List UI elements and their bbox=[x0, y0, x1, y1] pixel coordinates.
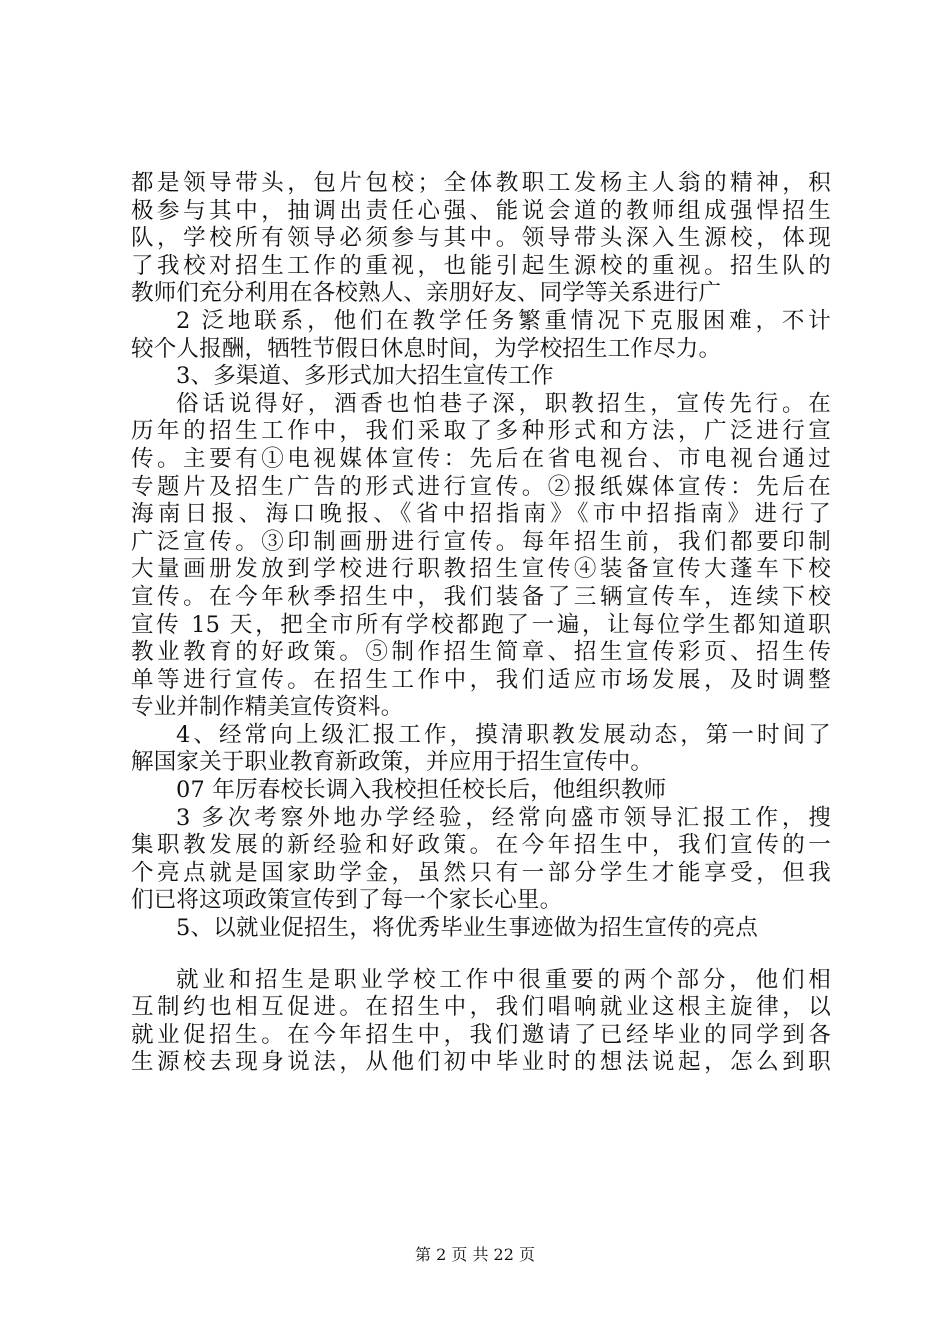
text-line: 教业教育的好政策。⑤制作招生简章、招生宣传彩页、招生传 bbox=[131, 639, 831, 666]
text-line: 教师们充分利用在各校熟人、亲朋好友、同学等关系进行广 bbox=[131, 280, 722, 307]
paragraph bbox=[131, 363, 831, 391]
text-line: 宣传 15 天，把全市所有学校都跑了一遍，让每位学生都知道职 bbox=[131, 611, 831, 638]
text-line: 5、以就业促招生，将优秀毕业生事迹做为招生宣传的亮点 bbox=[176, 915, 759, 942]
text-line: 个亮点就是国家助学金，虽然只有一部分学生才能享受，但我 bbox=[131, 859, 831, 886]
paragraph bbox=[131, 722, 831, 777]
text-line: 队，学校所有领导必须参与其中。领导带头深入生源校，体现 bbox=[131, 225, 831, 252]
paragraph bbox=[131, 308, 831, 363]
paragraph bbox=[131, 915, 831, 943]
text-line: 传。主要有①电视媒体宣传：先后在省电视台、市电视台通过 bbox=[131, 445, 831, 472]
text-line: 集职教发展的新经验和好政策。在今年招生中，我们宣传的一 bbox=[131, 832, 831, 859]
text-line: 专题片及招生广告的形式进行宣传。②报纸媒体宣传：先后在 bbox=[131, 473, 831, 500]
paragraph bbox=[131, 967, 831, 1077]
text-line: 3、多渠道、多形式加大招生宣传工作 bbox=[176, 363, 554, 390]
page-footer: 第 2 页 共 22 页 bbox=[415, 1245, 535, 1264]
text-line: 生源校去现身说法，从他们初中毕业时的想法说起，怎么到职 bbox=[131, 1049, 831, 1076]
text-line: 互制约也相互促进。在招生中，我们唱响就业这根主旋律，以 bbox=[131, 994, 831, 1021]
paragraph bbox=[131, 391, 831, 722]
body-text bbox=[131, 170, 831, 1077]
text-line: 历年的招生工作中，我们采取了多种形式和方法，广泛进行宣 bbox=[131, 418, 831, 445]
text-line: 极参与其中，抽调出责任心强、能说会道的教师组成强悍招生 bbox=[131, 197, 831, 224]
text-line: 就业促招生。在今年招生中，我们邀请了已经毕业的同学到各 bbox=[131, 1021, 831, 1048]
text-line: 单等进行宣传。在招生工作中，我们适应市场发展，及时调整 bbox=[131, 666, 831, 693]
text-line: 3 多次考察外地办学经验，经常向盛市领导汇报工作，搜 bbox=[176, 804, 831, 831]
paragraph bbox=[131, 805, 831, 915]
text-line: 2 泛地联系，他们在教学任务繁重情况下克服困难，不计 bbox=[176, 307, 831, 334]
text-line: 都是领导带头，包片包校；全体教职工发杨主人翁的精神，积 bbox=[131, 170, 831, 196]
text-line: 07 年厉春校长调入我校担任校长后，他组织教师 bbox=[176, 777, 667, 804]
paragraph-gap bbox=[131, 943, 831, 967]
text-line: 就业和招生是职业学校工作中很重要的两个部分，他们相 bbox=[176, 966, 831, 993]
text-line: 俗话说得好，酒香也怕巷子深，职教招生，宣传先行。在 bbox=[176, 390, 831, 417]
paragraph bbox=[131, 170, 831, 308]
text-line: 大量画册发放到学校进行职教招生宣传④装备宣传大蓬车下校 bbox=[131, 556, 831, 583]
text-line: 了我校对招生工作的重视，也能引起生源校的重视。招生队的 bbox=[131, 252, 831, 279]
paragraph bbox=[131, 777, 831, 805]
text-line: 海南日报、海口晚报、《省中招指南》《市中招指南》进行了 bbox=[131, 501, 831, 528]
text-line: 们已将这项政策宣传到了每一个家长心里。 bbox=[131, 887, 563, 914]
text-line: 宣传。在今年秋季招生中，我们装备了三辆宣传车，连续下校 bbox=[131, 583, 831, 610]
text-line: 较个人报酬，牺牲节假日休息时间，为学校招生工作尽力。 bbox=[131, 335, 722, 362]
text-line: 专业并制作精美宣传资料。 bbox=[131, 694, 404, 721]
text-line: 解国家关于职业教育新政策，并应用于招生宣传中。 bbox=[131, 749, 654, 776]
text-line: 广泛宣传。③印制画册进行宣传。每年招生前，我们都要印制 bbox=[131, 528, 831, 555]
text-line: 4、经常向上级汇报工作，摸清职教发展动态，第一时间了 bbox=[176, 721, 831, 748]
